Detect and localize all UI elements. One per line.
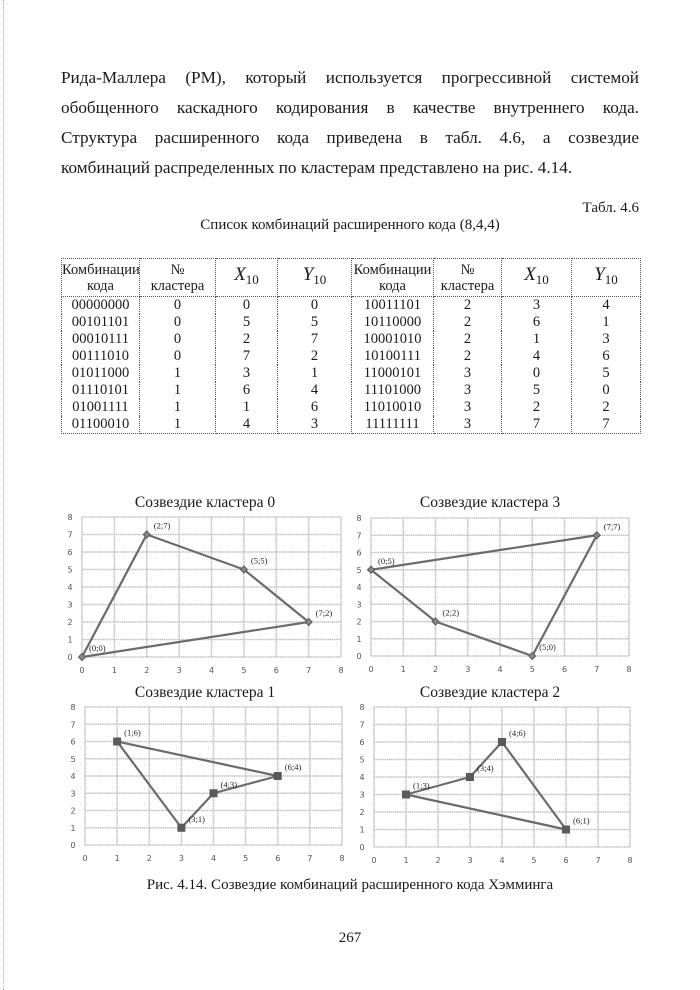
table-cell: 1 bbox=[140, 365, 216, 382]
point-label: (5;5) bbox=[250, 555, 268, 566]
header-cluster: № кластера bbox=[140, 259, 216, 297]
table-cell: 0 bbox=[140, 297, 216, 315]
table-cell: 7 bbox=[278, 331, 352, 348]
table-cell: 11111111 bbox=[352, 416, 434, 434]
series-line bbox=[406, 742, 566, 830]
x-tick-label: 4 bbox=[499, 856, 505, 865]
table-cell: 1 bbox=[216, 399, 278, 416]
y-tick-label: 7 bbox=[67, 530, 73, 540]
square-marker-icon bbox=[562, 826, 570, 834]
y-tick-label: 4 bbox=[70, 772, 76, 781]
y-tick-label: 5 bbox=[359, 755, 365, 765]
table-cell: 00010111 bbox=[62, 331, 140, 348]
paragraph-line: Структура расширенного кода приведена в табл. 4.6, а созвездие bbox=[61, 128, 639, 147]
table-cell: 0 bbox=[140, 331, 216, 348]
x-tick-label: 6 bbox=[275, 854, 281, 863]
y-tick-label: 1 bbox=[70, 823, 76, 833]
table-cell: 11010010 bbox=[352, 399, 434, 416]
table-cell: 00101101 bbox=[62, 314, 140, 331]
chart-plot bbox=[60, 680, 350, 870]
table-cell: 10110000 bbox=[352, 314, 434, 331]
y-tick-label: 0 bbox=[70, 841, 76, 850]
y-tick-label: 5 bbox=[70, 754, 76, 764]
x-tick-label: 5 bbox=[529, 665, 535, 674]
chart-plot bbox=[345, 680, 635, 870]
y-tick-label: 7 bbox=[356, 531, 362, 541]
point-label: (1;6) bbox=[124, 727, 141, 738]
figure-caption: Рис. 4.14. Созвездие комбинаций расширенного кода Хэмминга bbox=[146, 877, 554, 893]
table-cell: 3 bbox=[278, 416, 352, 434]
y-tick-label: 7 bbox=[70, 720, 76, 730]
table-cell: 7 bbox=[216, 348, 278, 365]
x-tick-label: 6 bbox=[563, 856, 569, 865]
table-cell: 1 bbox=[502, 331, 572, 348]
y-tick-label: 3 bbox=[356, 600, 362, 610]
y-tick-label: 0 bbox=[359, 843, 365, 852]
square-marker-icon bbox=[113, 738, 121, 746]
table-row bbox=[62, 331, 641, 348]
x-tick-label: 4 bbox=[208, 666, 215, 675]
header-code: Комбинации кода bbox=[62, 259, 140, 297]
square-marker-icon bbox=[402, 791, 410, 799]
table-cell: 6 bbox=[216, 382, 278, 399]
x-tick-label: 0 bbox=[371, 856, 377, 865]
table-cell: 4 bbox=[502, 348, 572, 365]
table-cell: 2 bbox=[434, 297, 502, 315]
y-tick-label: 6 bbox=[356, 548, 362, 558]
x-tick-label: 7 bbox=[306, 666, 312, 675]
x-tick-label: 7 bbox=[595, 856, 601, 865]
header-y10: $Y_{10}$ bbox=[278, 259, 352, 297]
y-tick-label: 0 bbox=[67, 653, 73, 662]
point-label: (7;2) bbox=[315, 608, 333, 618]
table-row bbox=[62, 348, 641, 365]
y-tick-label: 3 bbox=[67, 600, 73, 610]
point-label: (4;3) bbox=[220, 779, 238, 790]
table-title: Список комбинаций расширенного кода (8,4,4) bbox=[200, 217, 500, 233]
table-cell: 2 bbox=[572, 399, 641, 416]
x-tick-label: 0 bbox=[368, 665, 374, 674]
table-header-row bbox=[62, 259, 641, 297]
table-cell: 01110101 bbox=[62, 382, 140, 399]
square-marker-icon bbox=[274, 772, 282, 780]
table-row bbox=[62, 382, 641, 399]
point-label: (2;2) bbox=[442, 607, 460, 618]
x-tick-label: 1 bbox=[111, 666, 117, 675]
table-cell: 5 bbox=[502, 382, 572, 399]
paragraph-line: Рида-Маллера (РМ), который используется прогрессивной системой bbox=[61, 68, 639, 87]
y-tick-label: 0 bbox=[356, 652, 362, 661]
chart-title: Созвездие кластера 0 bbox=[134, 494, 276, 511]
y-tick-label: 6 bbox=[70, 737, 76, 747]
x-tick-label: 8 bbox=[627, 856, 633, 865]
chart-cluster-0 bbox=[60, 490, 350, 680]
y-tick-label: 1 bbox=[67, 635, 73, 645]
y-tick-label: 8 bbox=[356, 514, 362, 523]
table-cell: 4 bbox=[216, 416, 278, 434]
point-label: (2;7) bbox=[153, 520, 171, 531]
table-number: Табл. 4.6 bbox=[582, 200, 639, 216]
y-tick-label: 6 bbox=[359, 738, 365, 747]
table-cell: 2 bbox=[434, 348, 502, 365]
table-cell: 1 bbox=[278, 365, 352, 382]
chart-cluster-2 bbox=[345, 680, 635, 870]
y-tick-label: 3 bbox=[359, 790, 365, 800]
page-edge-dotted bbox=[3, 0, 4, 990]
table-cell: 5 bbox=[572, 365, 641, 382]
body-paragraph bbox=[61, 63, 639, 183]
table-row bbox=[62, 399, 641, 416]
table-cell: 10001010 bbox=[352, 331, 434, 348]
y-tick-label: 8 bbox=[359, 703, 365, 712]
table-cell: 0 bbox=[502, 365, 572, 382]
header-code: Комбинации кода bbox=[352, 259, 434, 297]
table-body bbox=[62, 297, 641, 434]
table-cell: 1 bbox=[572, 314, 641, 331]
y-tick-label: 8 bbox=[70, 703, 76, 712]
table-cell: 2 bbox=[278, 348, 352, 365]
x-tick-label: 0 bbox=[79, 666, 85, 675]
table-cell: 00111010 bbox=[62, 348, 140, 365]
y-tick-label: 2 bbox=[356, 617, 362, 627]
table-cell: 3 bbox=[434, 416, 502, 434]
table-cell: 1 bbox=[140, 416, 216, 434]
table-cell: 4 bbox=[278, 382, 352, 399]
point-label: (6;4) bbox=[284, 762, 302, 772]
table-cell: 11101000 bbox=[352, 382, 434, 399]
square-marker-icon bbox=[210, 789, 218, 797]
x-tick-label: 2 bbox=[146, 854, 152, 863]
chart-cluster-1 bbox=[60, 680, 350, 870]
table-cell: 6 bbox=[502, 314, 572, 331]
y-tick-label: 2 bbox=[359, 808, 365, 817]
table-cell: 3 bbox=[216, 365, 278, 382]
square-marker-icon bbox=[466, 773, 474, 781]
point-label: (3;1) bbox=[188, 813, 205, 824]
table-cell: 4 bbox=[572, 297, 641, 315]
table-cell: 11000101 bbox=[352, 365, 434, 382]
point-label: (4;6) bbox=[509, 728, 526, 738]
table-cell: 2 bbox=[434, 314, 502, 331]
x-tick-label: 3 bbox=[178, 854, 184, 863]
table-cell: 0 bbox=[140, 314, 216, 331]
header-x10: $X_{10}$ bbox=[216, 259, 278, 297]
chart-plot bbox=[60, 490, 350, 680]
x-tick-label: 6 bbox=[561, 665, 568, 674]
x-tick-label: 8 bbox=[626, 665, 632, 674]
codes-table bbox=[61, 258, 641, 434]
table-cell: 10100111 bbox=[352, 348, 434, 365]
x-tick-label: 5 bbox=[241, 666, 247, 675]
table-cell: 1 bbox=[140, 382, 216, 399]
table-cell: 2 bbox=[216, 331, 278, 348]
table-row bbox=[62, 365, 641, 382]
x-tick-label: 8 bbox=[339, 854, 345, 863]
table-row bbox=[62, 297, 641, 315]
y-tick-label: 1 bbox=[356, 634, 362, 644]
x-tick-label: 5 bbox=[243, 854, 249, 863]
chart-title: Созвездие кластера 2 bbox=[419, 684, 561, 701]
page-number: 267 bbox=[338, 930, 362, 946]
x-tick-label: 7 bbox=[594, 665, 600, 674]
y-tick-label: 3 bbox=[70, 789, 76, 799]
y-tick-label: 5 bbox=[356, 565, 362, 575]
table-row bbox=[62, 416, 641, 434]
y-tick-label: 2 bbox=[67, 618, 73, 627]
table-cell: 10011101 bbox=[352, 297, 434, 315]
table-cell: 3 bbox=[572, 331, 641, 348]
table-cell: 01001111 bbox=[62, 399, 140, 416]
point-label: (7;7) bbox=[603, 521, 621, 532]
table-cell: 5 bbox=[278, 314, 352, 331]
table-cell: 2 bbox=[502, 399, 572, 416]
point-label: (0;0) bbox=[89, 643, 106, 653]
x-tick-label: 2 bbox=[435, 856, 441, 865]
table-cell: 01011000 bbox=[62, 365, 140, 382]
table-cell: 01100010 bbox=[62, 416, 140, 434]
y-tick-label: 4 bbox=[356, 583, 362, 592]
table-cell: 6 bbox=[278, 399, 352, 416]
y-tick-label: 1 bbox=[359, 825, 365, 835]
header-y10: $Y_{10}$ bbox=[572, 259, 641, 297]
table-cell: 5 bbox=[216, 314, 278, 331]
chart-cluster-3 bbox=[345, 490, 635, 680]
point-label: (5;0) bbox=[539, 642, 556, 652]
chart-title: Созвездие кластера 1 bbox=[134, 684, 276, 701]
paragraph-line: обобщенного каскадного кодирования в качестве внутреннего кода. bbox=[61, 98, 639, 117]
table-cell: 0 bbox=[278, 297, 352, 315]
y-tick-label: 5 bbox=[67, 565, 73, 575]
table-cell: 3 bbox=[434, 365, 502, 382]
table-cell: 3 bbox=[502, 297, 572, 315]
y-tick-label: 6 bbox=[67, 548, 73, 557]
table-cell: 2 bbox=[434, 331, 502, 348]
table-cell: 0 bbox=[216, 297, 278, 315]
point-label: (1;3) bbox=[413, 780, 430, 791]
x-tick-label: 1 bbox=[403, 856, 409, 865]
x-tick-label: 8 bbox=[338, 666, 344, 675]
square-marker-icon bbox=[498, 738, 506, 746]
chart-title: Созвездие кластера 3 bbox=[419, 494, 561, 511]
x-tick-label: 3 bbox=[467, 856, 473, 865]
header-cluster: № кластера bbox=[434, 259, 502, 297]
chart-plot bbox=[345, 490, 635, 680]
y-tick-label: 2 bbox=[70, 806, 76, 816]
y-tick-label: 7 bbox=[359, 720, 365, 730]
y-tick-label: 8 bbox=[67, 513, 73, 522]
x-tick-label: 3 bbox=[176, 666, 182, 675]
series-line bbox=[82, 535, 309, 658]
y-tick-label: 4 bbox=[359, 773, 365, 782]
x-tick-label: 1 bbox=[114, 854, 120, 863]
table-cell: 3 bbox=[434, 399, 502, 416]
table-cell: 3 bbox=[434, 382, 502, 399]
paragraph-line: комбинаций распределенных по кластерам представлено на рис. 4.14. bbox=[61, 158, 573, 177]
table-cell: 0 bbox=[140, 348, 216, 365]
x-tick-label: 2 bbox=[432, 665, 439, 674]
x-tick-label: 3 bbox=[465, 665, 471, 674]
x-tick-label: 0 bbox=[82, 854, 88, 863]
square-marker-icon bbox=[177, 824, 185, 832]
table-cell: 7 bbox=[572, 416, 641, 434]
table-cell: 1 bbox=[140, 399, 216, 416]
table-cell: 6 bbox=[572, 348, 641, 365]
table-row bbox=[62, 314, 641, 331]
series-line bbox=[371, 535, 597, 656]
x-tick-label: 4 bbox=[210, 854, 217, 863]
y-tick-label: 4 bbox=[67, 583, 73, 592]
point-label: (0;5) bbox=[378, 555, 395, 566]
table-cell: 00000000 bbox=[62, 297, 140, 315]
x-tick-label: 6 bbox=[273, 666, 279, 675]
header-x10: $X_{10}$ bbox=[502, 259, 572, 297]
x-tick-label: 5 bbox=[531, 856, 537, 865]
x-tick-label: 1 bbox=[400, 665, 406, 674]
x-tick-label: 7 bbox=[307, 854, 313, 863]
point-label: (3;4) bbox=[477, 763, 494, 773]
x-tick-label: 2 bbox=[144, 666, 150, 675]
table-cell: 7 bbox=[502, 416, 572, 434]
x-tick-label: 4 bbox=[497, 665, 503, 674]
table-cell: 0 bbox=[572, 382, 641, 399]
point-label: (6;1) bbox=[573, 815, 590, 826]
